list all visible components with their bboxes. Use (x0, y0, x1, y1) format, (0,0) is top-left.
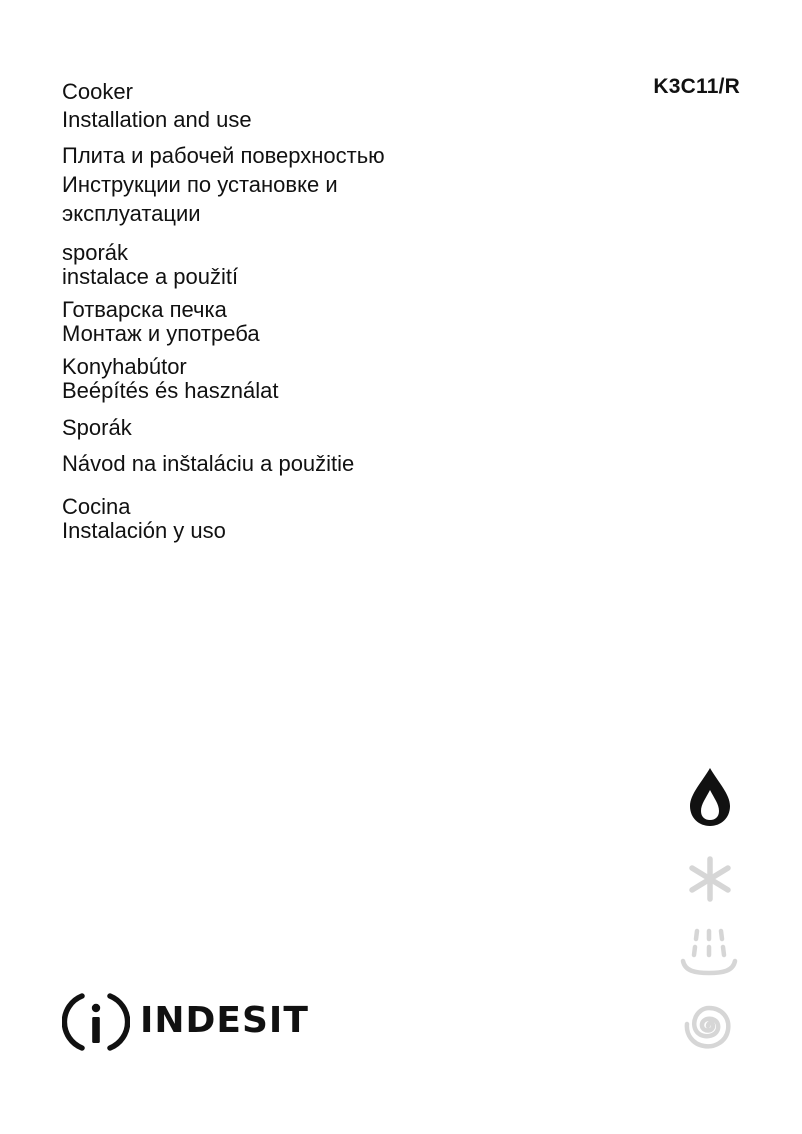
title-bg: Готварска печка (62, 297, 227, 322)
title-cs: sporák (62, 240, 129, 265)
subtitle-hu: Beépítés és használat (62, 378, 279, 403)
title-sk: Sporák (62, 415, 132, 440)
subtitle-es: Instalación y uso (62, 518, 226, 543)
indesit-logo (62, 988, 309, 1056)
subtitle-en: Installation and use (62, 107, 252, 132)
brand-name: INDESIT (140, 1000, 309, 1041)
electric-asterisk-icon (687, 855, 733, 903)
model-number: K3C11/R (653, 75, 740, 98)
title-es: Cocina (62, 494, 131, 519)
gas-flame-icon (688, 766, 732, 828)
subtitle-ru-line2: эксплуатации (62, 201, 201, 226)
steam-icon (679, 925, 739, 977)
indesit-i-emblem-icon (62, 988, 130, 1056)
subtitle-ru-line1: Инструкции по установке и (62, 172, 338, 197)
title-hu: Konyhabútor (62, 354, 187, 379)
title-ru: Плита и рабочей поверхностью (62, 143, 385, 168)
title-en: Cooker (62, 79, 133, 104)
subtitle-bg: Монтаж и употреба (62, 321, 260, 346)
spiral-icon (680, 998, 736, 1054)
subtitle-sk: Návod na inštaláciu a použitie (62, 451, 355, 476)
subtitle-cs: instalace a použití (62, 264, 239, 289)
